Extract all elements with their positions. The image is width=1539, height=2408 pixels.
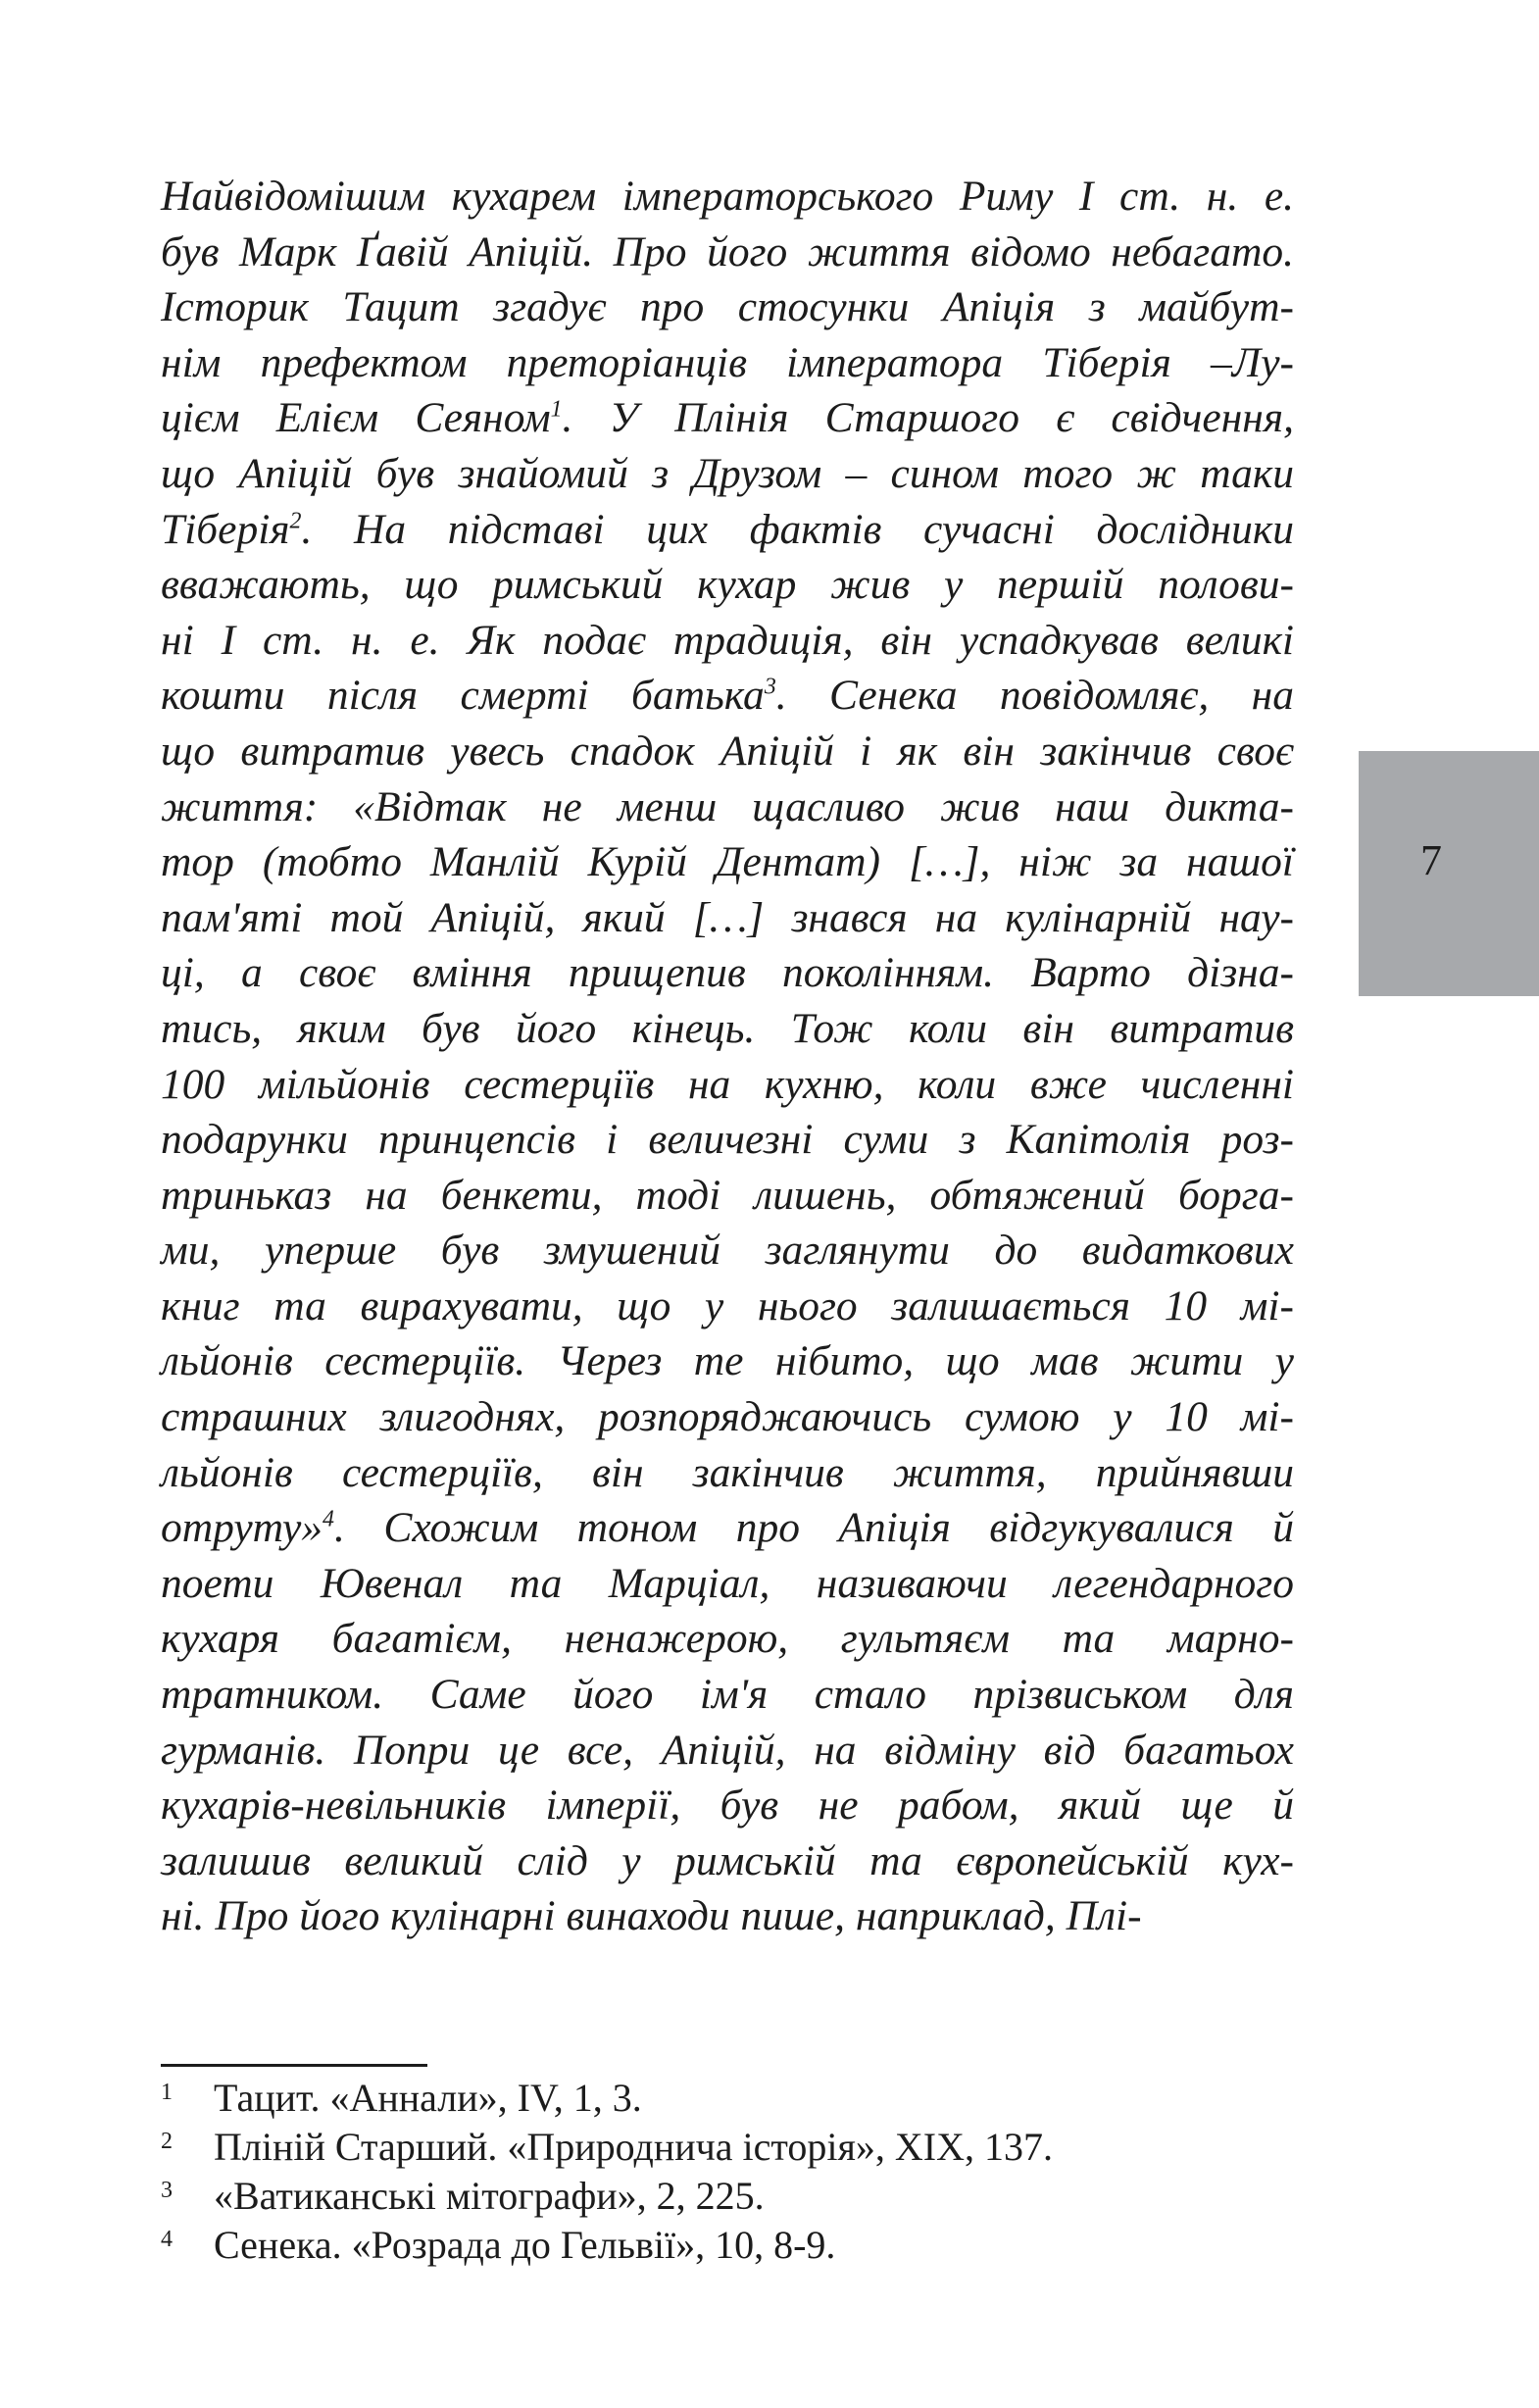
footnote-item: [161, 2077, 1239, 2126]
text-segment: . Сенека повідомляє, на: [775, 672, 1294, 720]
page-tab: [1359, 751, 1539, 996]
text-segment: отруту»: [161, 1504, 323, 1552]
footnote-number: 2: [161, 2129, 173, 2154]
text-line: тор (тобто Манлій Курій Дентат) […], ніж за нашої: [161, 838, 1294, 886]
footnote-divider: [161, 2064, 427, 2067]
footnote-text: «Ватиканські мітографи», 2, 225.: [214, 2174, 765, 2218]
text-line: [161, 390, 1294, 446]
text-line: кухарів-невільників імперії, був не рабом, який ще й: [161, 1781, 1294, 1830]
text-line: тись, яким був його кінець. Тож коли він витратив: [161, 1004, 1294, 1052]
text-line: льйонів сестерціїв. Через те нібито, що мав жити у: [161, 1337, 1294, 1385]
text-line: Найвідомішим кухарем імператорського Риму I ст. н. е.: [161, 173, 1294, 220]
footnote-item: [161, 2175, 1239, 2224]
page-number: 7: [1420, 836, 1442, 884]
text-line: ці, а своє вміння прищепив поколінням. Варто дізна-: [161, 949, 1294, 997]
footnote-item: [161, 2126, 1239, 2175]
footnote-number: 1: [161, 2080, 173, 2105]
text-line: пам'яті той Апіцій, який […] знався на кулінарній нау-: [161, 893, 1294, 941]
text-line: страшних злигоднях, розпоряджаючись сумою у 10 мі-: [161, 1393, 1294, 1441]
text-segment: кошти після смерті батька: [161, 672, 765, 720]
text-line: життя: «Відтак не менш щасливо жив наш дикта-: [161, 782, 1294, 830]
footnote-text: Пліній Старший. «Природнича історія», XIX, 137.: [214, 2125, 1053, 2169]
text-line: що витратив увесь спадок Апіцій і як він закінчив своє: [161, 727, 1294, 775]
footnote-text: Сенека. «Розрада до Гельвії», 10, 8-9.: [214, 2223, 836, 2267]
footnote-number: 3: [161, 2178, 173, 2203]
text-line: нім префектом преторіанців імператора Тіберія –Лу-: [161, 338, 1294, 386]
text-line: подарунки принцепсів і величезні суми з Капітолія роз-: [161, 1116, 1294, 1164]
text-segment: Тіберія: [161, 505, 290, 553]
text-line: що Апіцій був знайомий з Друзом – сином того ж таки: [161, 449, 1294, 497]
text-line: ні. Про його кулінарні винаходи пише, наприклад, Плі-: [161, 1892, 1142, 1940]
text-line: 100 мільйонів сестерціїв на кухню, коли вже численні: [161, 1060, 1294, 1108]
body-text: [161, 169, 1294, 1944]
text-segment: . У Плінія Старшого є свідчення,: [562, 394, 1294, 442]
text-line: кухаря багатієм, ненажерою, гультяєм та марно-: [161, 1615, 1294, 1663]
text-line: ми, уперше був змушений заглянути до видаткових: [161, 1227, 1294, 1275]
text-line: льйонів сестерціїв, він закінчив життя, прийнявши: [161, 1448, 1294, 1496]
text-line: тратником. Саме його ім'я стало прізвиськом для: [161, 1671, 1294, 1719]
text-line: гурманів. Попри це все, Апіцій, на відміну від багатьох: [161, 1726, 1294, 1774]
text-line: [161, 1500, 1294, 1556]
text-line: залишив великий слід у римській та європейській кух-: [161, 1836, 1294, 1884]
footnote-text: Тацит. «Аннали», IV, 1, 3.: [214, 2076, 642, 2120]
text-segment: . На підставі цих фактів сучасні дослідники: [301, 505, 1294, 553]
text-line: триньказ на бенкети, тоді лишень, обтяжений борга-: [161, 1171, 1294, 1219]
footnote-ref-1[interactable]: 1: [550, 396, 563, 423]
text-line: вважають, що римський кухар жив у першій полови-: [161, 561, 1294, 609]
text-line: поети Ювенал та Марціал, називаючи легендарного: [161, 1559, 1294, 1607]
footnote-ref-3[interactable]: 3: [764, 674, 776, 700]
footnotes: [161, 2077, 1239, 2273]
footnote-number: 4: [161, 2227, 173, 2252]
text-segment: . Схожим тоном про Апіція відгукувалися й: [334, 1504, 1294, 1552]
text-segment: цієм Елієм Сеяном: [161, 394, 551, 442]
text-line: книг та вирахувати, що у нього залишається 10 мі-: [161, 1281, 1294, 1329]
text-line: [161, 668, 1294, 724]
text-line: був Марк Ґавій Апіцій. Про його життя відомо небагато.: [161, 227, 1294, 276]
footnote-ref-4[interactable]: 4: [323, 1506, 334, 1532]
text-line: ні I ст. н. е. Як подає традиція, він успадкував великі: [161, 616, 1294, 664]
text-line: Історик Тацит згадує про стосунки Апіція з майбут-: [161, 283, 1294, 331]
text-line: [161, 502, 1294, 558]
footnote-item: [161, 2224, 1239, 2273]
footnote-ref-2[interactable]: 2: [289, 508, 302, 534]
